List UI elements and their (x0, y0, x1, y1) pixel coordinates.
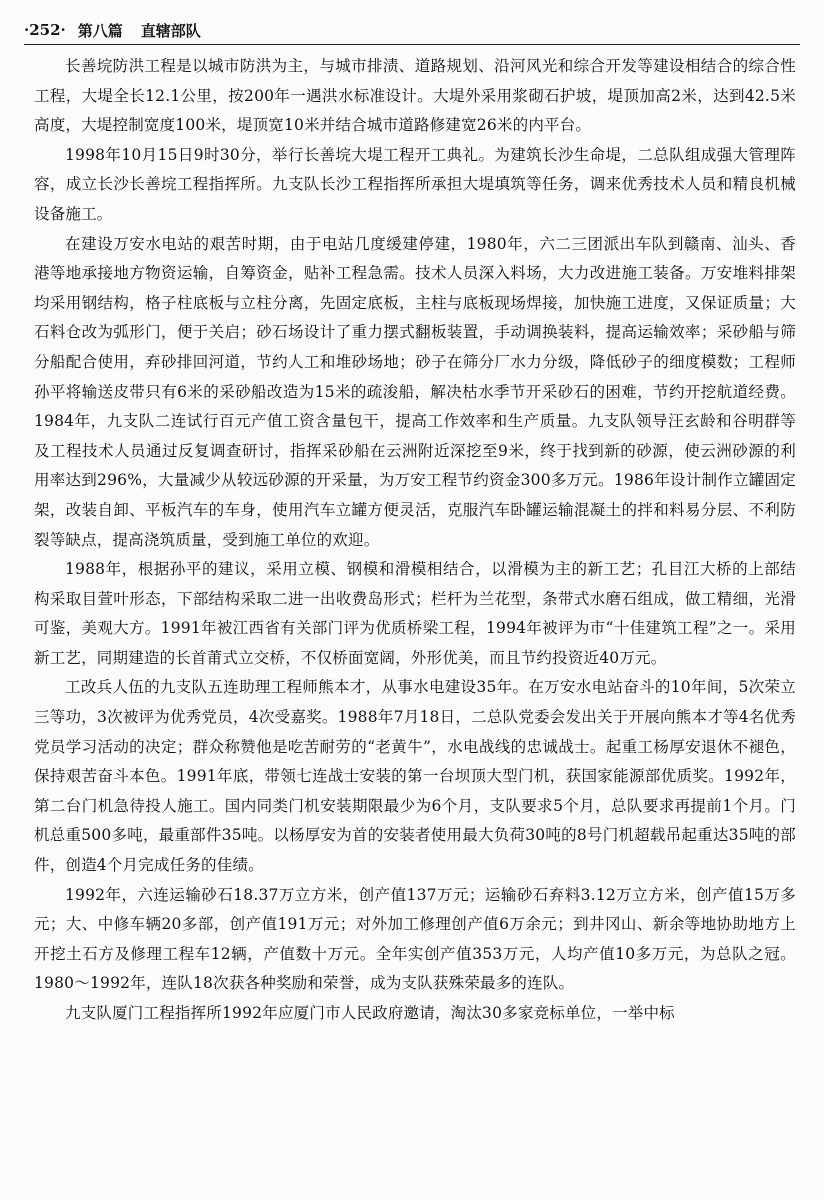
paragraph-sixth-company: 1992年，六连运输砂石18.37万立方米，创产值137万元；运输砂石弃料3.12万立方米，创产值15万多元；大、中修车辆20多部，创产值191万元；对外加工修理创产值6万余元；到井冈山、新余等地协助地方上开挖土石方及修理工程车12辆，产值数十万元。全年实创产值353万元，人均产值10多万元，为总队之冠。1980～1992年，连队18次获各种奖励和荣誉，成为支队获殊荣最多的连队。 (34, 885, 796, 993)
page-number: ·252· (24, 21, 66, 39)
paragraph-wanan-equipment: 在建设万安水电站的艰苦时期，由于电站几度缓建停建，1980年，六二三团派出车队到赣南、汕头、香港等地承接地方物资运输，自筹资金，贴补工程急需。技术人员深入料场，大力改进施工装备。万安堆料排架均采用钢结构，格子柱底板与立柱分离，先固定底板，主柱与底板现场焊接，加快施工进度，又保证质量；大石料仓改为弧形门，便于关启；砂石场设计了重力摆式翻板装置，手动调换装料，提高运输效率；采砂船与筛分船配合使用，弃砂排回河道，节约人工和堆砂场地；砂子在筛分厂水力分级，降低砂子的细度模数；工程师孙平将输送皮带只有6米的采砂船改造为15米的疏浚船，解决枯水季节开采砂石的困难，节约开挖航道经费。1984年，九支队二连试行百元产值工资含量包干，提高工作效率和生产质量。九支队领导汪玄龄和谷明群等及工程技术人员通过反复调查研讨，指挥采砂船在云洲附近深挖至9米，终于找到新的砂源，使云洲砂源的利用率达到296%，大量减少从较远砂源的开采量，为万安工程节约资金300多万元。1986年设计制作立罐固定架，改装自卸、平板汽车的车身，使用汽车立罐方便灵活，克服汽车卧罐运输混凝土的拌和料易分层、不利防裂等缺点，提高浇筑质量，受到施工单位的欢迎。 (34, 234, 796, 549)
body-text (34, 52, 796, 1029)
section-title: 直辖部队 (140, 21, 201, 40)
paragraph-model-workers: 工改兵人伍的九支队五连助理工程师熊本才，从事水电建设35年。在万安水电站奋斗的10年间，5次荣立三等功，3次被评为优秀党员，4次受嘉奖。1988年7月18日，二总队党委会发出关于开展向熊本才等4名优秀党员学习活动的决定；群众称赞他是吃苦耐劳的“老黄牛”，水电战线的忠诚战士。起重工杨厚安退休不褪色，保持艰苦奋斗本色。1991年底，带领七连战士安装的第一台坝顶大型门机，获国家能源部优质奖。1992年，第二台门机急待投人施工。国内同类门机安装期限最少为6个月，支队要求5个月，总队要求再提前1个月。门机总重500多吨，最重部件35吨。以杨厚安为首的安装者使用最大负荷30吨的8号门机超载吊起重达35吨的部件，创造4个月完成任务的佳绩。 (34, 678, 796, 875)
running-head (24, 18, 800, 42)
paragraph-xiamen-bid: 九支队厦门工程指挥所1992年应厦门市人民政府邀请，淘汰30多家竞标单位，一举中标 (65, 1004, 675, 1022)
paragraph-bridge-construction: 1988年，根据孙平的建议，采用立模、钢模和滑模相结合，以滑模为主的新工艺；孔目江大桥的上部结构采取目萱叶形态，下部结构采取二进一出收费岛形式；栏杆为兰花型，条带式水磨石组成，做工精细，光滑可鉴，美观大方。1991年被江西省有关部门评为优质桥梁工程，1994年被评为市“十佳建筑工程”之一。采用新工艺，同期建造的长首莆式立交桥，不仅桥面宽阔，外形优美，而且节约投资近40万元。 (34, 560, 796, 667)
paragraph-groundbreaking-ceremony: 1998年10月15日9时30分，举行长善垸大堤工程开工典礼。为建筑长沙生命堤，二总队组成强大管理阵容，成立长沙长善垸工程指挥所。九支队长沙工程指挥所承担大堤填筑等任务，调来优秀技术人员和精良机械设备施工。 (34, 145, 796, 223)
part-title: 第八篇 (77, 21, 123, 40)
header-rule (24, 44, 800, 45)
paragraph-changshanyuan-project: 长善垸防洪工程是以城市防洪为主，与城市排渍、道路规划、沿河风光和综合开发等建设相结合的综合性工程，大堤全长12.1公里，按200年一遇洪水标准设计。大堤外采用浆砌石护坡，堤顶加高2米，达到42.5米高度，大堤控制宽度100米，堤顶宽10米并结合城市道路修建宽26米的内平台。 (34, 57, 796, 135)
